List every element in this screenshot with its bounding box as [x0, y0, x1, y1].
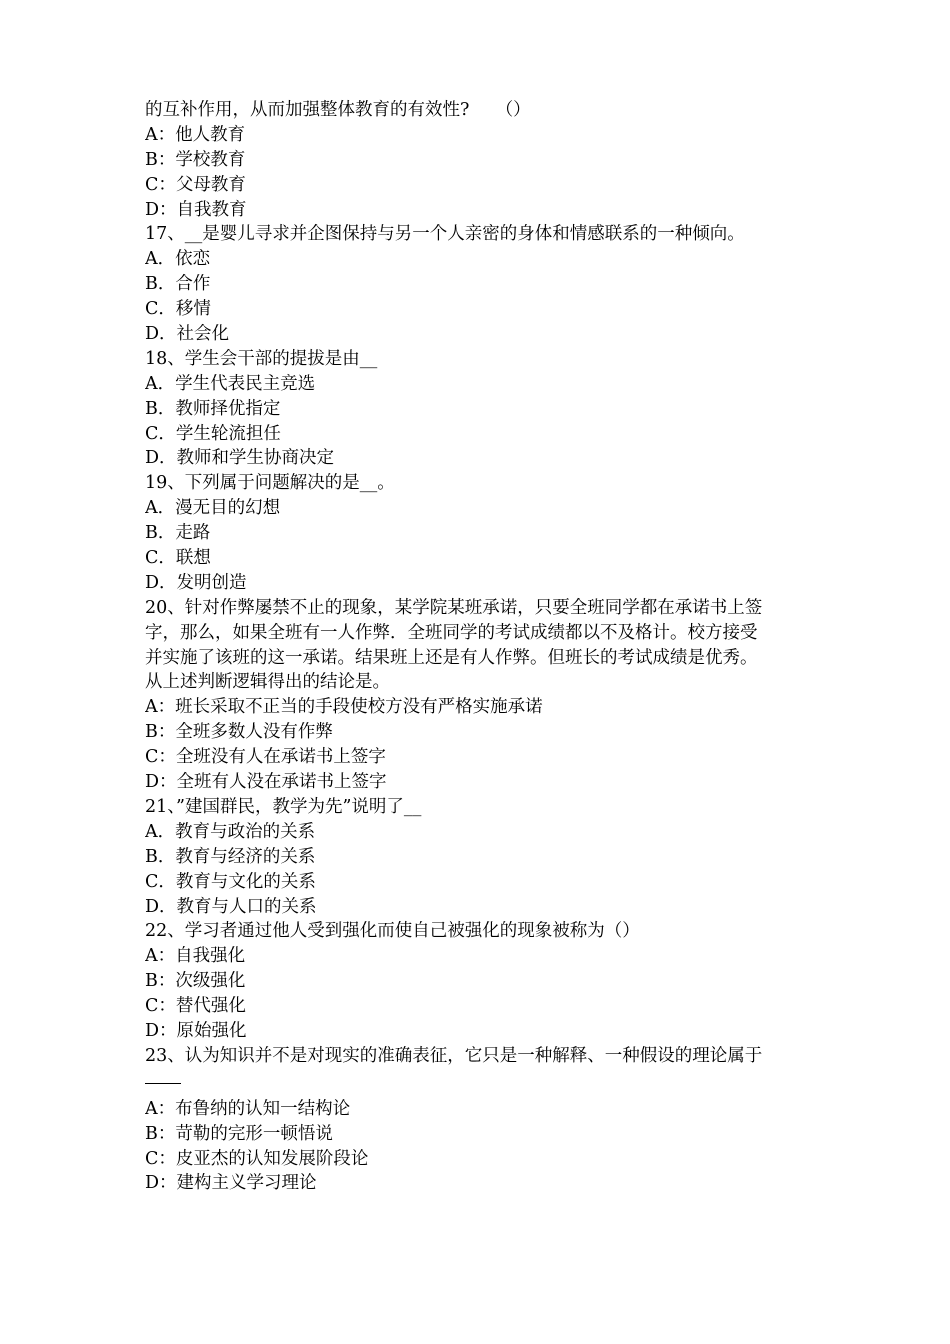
option-line: A．依恋: [145, 249, 211, 270]
question-21: 21、”建国群民，教学为先”说明了__: [145, 796, 422, 817]
question-20-line: 20、针对作弊屡禁不止的现象，某学院某班承诺，只要全班同学都在承诺书上签: [145, 597, 763, 618]
option-line: D：全班有人没在承诺书上签字: [145, 772, 387, 793]
answer-blank: [145, 1069, 815, 1097]
question-17: 17、__是婴儿寻求并企图保持与另一个人亲密的身体和情感联系的一种倾向。: [145, 224, 745, 245]
option-line: B：苛勒的完形一顿悟说: [145, 1123, 333, 1144]
option-line: D．教育与人口的关系: [145, 896, 317, 917]
option-line: B．教师择优指定: [145, 398, 281, 419]
option-line: C：父母教育: [145, 174, 246, 195]
option-line: A：班长采取不正当的手段使校方没有严格实施承诺: [145, 697, 543, 718]
option-line: C：全班没有人在承诺书上签字: [145, 747, 386, 768]
option-line: A．教育与政治的关系: [145, 821, 316, 842]
question-23: 23、认为知识并不是对现实的准确表征，它只是一种解释、一种假设的理论属于: [145, 1045, 763, 1066]
option-line: A：他人教育: [145, 124, 246, 145]
option-line: D：原始强化: [145, 1020, 247, 1041]
option-line: C：皮亚杰的认知发展阶段论: [145, 1148, 369, 1169]
question-20-line: 字，那么，如果全班有一人作弊．全班同学的考试成绩都以不及格计。校方接受: [145, 622, 758, 643]
question-19: 19、下列属于问题解决的是__。: [145, 473, 395, 494]
option-line: C．教育与文化的关系: [145, 871, 316, 892]
option-line: A．学生代表民主竞选: [145, 373, 316, 394]
option-line: D．发明创造: [145, 572, 247, 593]
question-22: 22、学习者通过他人受到强化而使自己被强化的现象被称为（）: [145, 921, 640, 942]
question-20-line: 并实施了该班的这一承诺。结果班上还是有人作弊。但班长的考试成绩是优秀。: [145, 647, 758, 668]
option-line: B：学校教育: [145, 149, 246, 170]
option-line: D：建构主义学习理论: [145, 1173, 317, 1194]
option-line: B．走路: [145, 523, 211, 544]
question-20: [145, 596, 815, 696]
option-line: D．社会化: [145, 324, 230, 345]
option-line: B．合作: [145, 274, 211, 295]
option-line: C．学生轮流担任: [145, 423, 281, 444]
option-line: A：自我强化: [145, 946, 246, 967]
question-20-line: 从上述判断逻辑得出的结论是。: [145, 672, 390, 693]
question-18: 18、学生会干部的提拔是由__: [145, 348, 378, 369]
option-line: A．漫无目的幻想: [145, 498, 281, 519]
option-line: C：替代强化: [145, 996, 246, 1017]
option-line: B．教育与经济的关系: [145, 846, 316, 867]
option-line: B：全班多数人没有作弊: [145, 722, 333, 743]
option-line: D：自我教育: [145, 199, 247, 220]
option-line: D．教师和学生协商决定: [145, 448, 335, 469]
question-16-continuation: 的互补作用，从而加强整体教育的有效性? （）: [145, 100, 531, 120]
option-line: B：次级强化: [145, 971, 246, 992]
blank-underline: [145, 1083, 181, 1084]
option-line: C．移情: [145, 299, 211, 320]
option-line: C．联想: [145, 548, 211, 569]
option-line: A：布鲁纳的认知一结构论: [145, 1098, 351, 1119]
document-body: [145, 98, 815, 1196]
